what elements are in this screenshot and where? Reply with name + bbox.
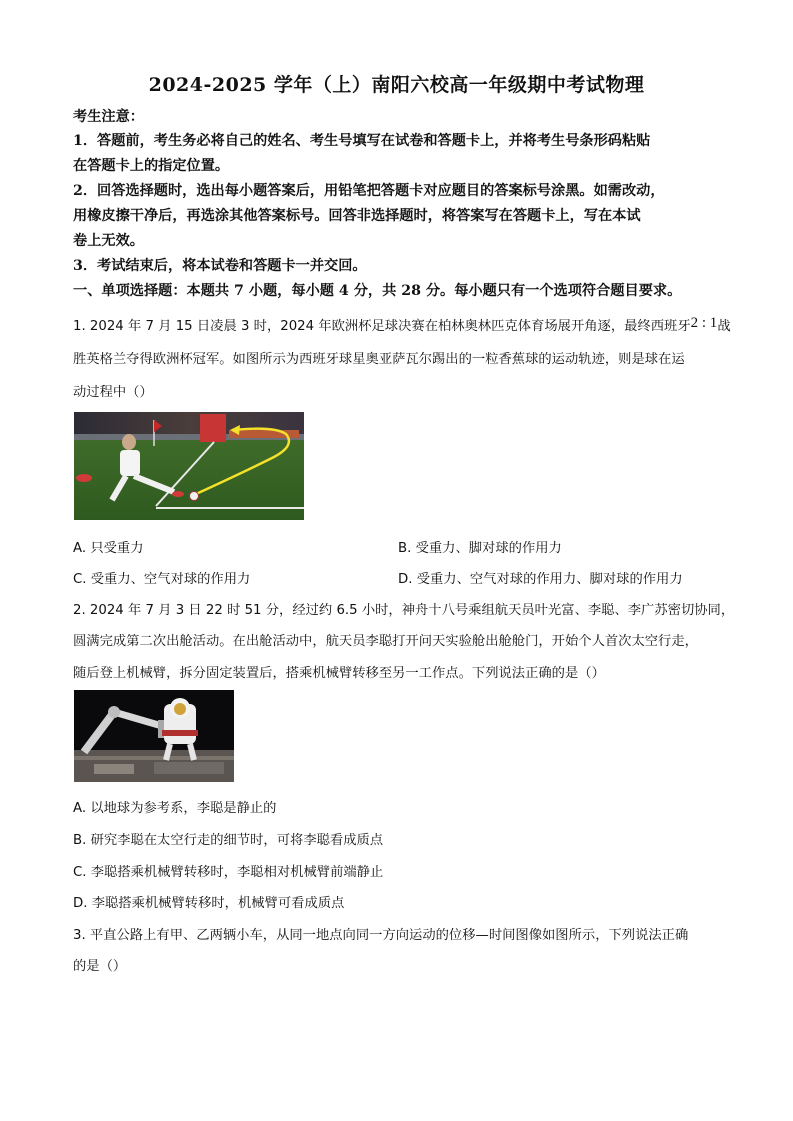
q1-text-line3: 动过程中（）: [73, 385, 153, 400]
astronaut-photo: [74, 690, 234, 782]
q1-text-line1b: 战: [717, 319, 731, 334]
q2-option-d: D. 李聪搭乘机械臂转移时，机械臂可看成质点: [73, 896, 345, 911]
q2-option-a: A. 以地球为参考系，李聪是静止的: [73, 801, 277, 816]
q1-text-line1a: 1. 2024 年 7 月 15 日凌晨 3 时，2024 年欧洲杯足球决赛在柏林奥林匹克体育场展开角逐，最终西班牙: [73, 319, 691, 334]
q1-option-b: B. 受重力、脚对球的作用力: [398, 541, 562, 556]
section-heading: 一、单项选择题：本题共 7 小题，每小题 4 分，共 28 分。每小题只有一个选项符合题目要求。: [73, 283, 682, 299]
notice-item: 1．答题前，考生务必将自己的姓名、考生号填写在试卷和答题卡上，并将考生号条形码粘贴: [73, 133, 651, 149]
q2-option-b: B. 研究李聪在太空行走的细节时，可将李聪看成质点: [73, 833, 384, 848]
notice-item: 卷上无效。: [73, 233, 144, 249]
exam-title: 2024-2025 学年（上）南阳六校高一年级期中考试物理: [148, 74, 645, 96]
q2-text-line1: 2. 2024 年 7 月 3 日 22 时 51 分，经过约 6.5 小时，神舟十八号乘组航天员叶光富、李聪、李广苏密切协同，: [73, 603, 735, 618]
q2-option-c: C. 李聪搭乘机械臂转移时，李聪相对机械臂前端静止: [73, 865, 384, 880]
notice-item: 2．回答选择题时，选出每小题答案后，用铅笔把答题卡对应题目的答案标号涂黑。如需改动，: [73, 183, 665, 199]
notice-heading: 考生注意：: [73, 109, 144, 125]
q1-option-c: C. 受重力、空气对球的作用力: [73, 572, 251, 587]
q1-text-line1: [73, 315, 731, 334]
notice-item: 用橡皮擦干净后，再选涂其他答案标号。回答非选择题时，将答案写在答题卡上，写在本试: [73, 208, 641, 224]
score-ratio: 2 : 1: [690, 315, 718, 331]
q3-text-line1: 3. 平直公路上有甲、乙两辆小车，从同一地点向同一方向运动的位移—时间图像如图所示，下列说法正确: [73, 928, 689, 943]
q2-text-line3: 随后登上机械臂，拆分固定装置后，搭乘机械臂转移至另一工作点。下列说法正确的是（）: [73, 666, 605, 681]
q1-option-d: D. 受重力、空气对球的作用力、脚对球的作用力: [398, 572, 683, 587]
q2-text-line2: 圆满完成第二次出舱活动。在出舱活动中，航天员李聪打开问天实验舱出舱舱门，开始个人首次太空行走，: [73, 634, 698, 649]
q1-option-a: A. 只受重力: [73, 541, 144, 556]
notice-item: 在答题卡上的指定位置。: [73, 158, 230, 174]
football-photo: [74, 412, 304, 520]
q3-text-line2: 的是（）: [73, 959, 127, 974]
q1-text-line2: 胜英格兰夺得欧洲杯冠军。如图所示为西班牙球星奥亚萨瓦尔踢出的一粒香蕉球的运动轨迹，则是球在运: [73, 352, 685, 367]
notice-item: 3．考试结束后，将本试卷和答题卡一并交回。: [73, 258, 367, 274]
